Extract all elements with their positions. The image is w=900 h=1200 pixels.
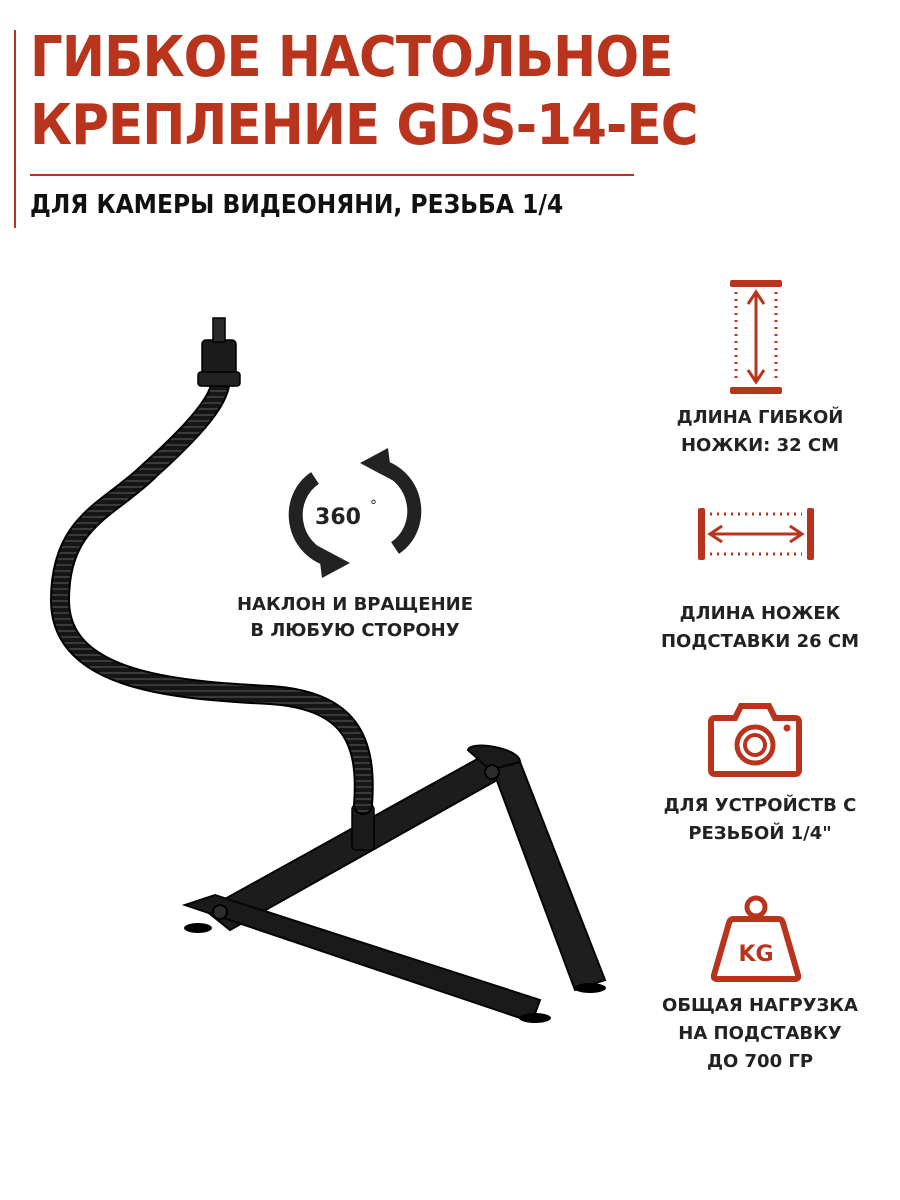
page-title	[30, 24, 698, 160]
feature-3-line-2: РЕЗЬБОЙ 1/4"	[688, 823, 832, 844]
rotation-caption-line-2: В ЛЮБУЮ СТОРОНУ	[250, 620, 460, 641]
feature-2-line-2: ПОДСТАВКИ 26 СМ	[660, 631, 860, 652]
feature-caption-load	[645, 992, 875, 1076]
rotation-degrees: 360	[315, 505, 361, 530]
product-image	[20, 300, 660, 1060]
title-line-1: ГИБКОЕ НАСТОЛЬНОЕ	[30, 25, 673, 90]
feature-4-line-3: ДО 700 ГР	[706, 1051, 814, 1072]
feature-1-line-2: НОЖКИ: 32 СМ	[680, 435, 840, 456]
feature-1-line-1: ДЛИНА ГИБКОЙ	[676, 407, 844, 428]
feature-caption-thread	[645, 792, 875, 848]
accent-bar	[14, 30, 16, 228]
feature-4-line-1: ОБЩАЯ НАГРУЗКА	[662, 995, 858, 1016]
vertical-length-icon	[728, 278, 784, 396]
rotate-360-icon	[280, 448, 430, 578]
feature-4-line-2: НА ПОДСТАВКУ	[678, 1023, 842, 1044]
camera-icon	[707, 700, 803, 778]
weight-icon	[710, 893, 802, 983]
title-divider	[30, 174, 634, 176]
degree-mark: °	[370, 498, 377, 514]
title-line-2: КРЕПЛЕНИЕ GDS-14-EC	[30, 93, 698, 158]
stand-base	[184, 746, 606, 1023]
feature-3-line-1: ДЛЯ УСТРОЙСТВ С	[663, 795, 857, 816]
feature-2-line-1: ДЛИНА НОЖЕК	[679, 603, 841, 624]
feature-caption-leg-length	[645, 600, 875, 656]
horizontal-length-icon	[696, 506, 816, 562]
rotation-caption	[220, 592, 490, 644]
weight-badge: KG	[738, 942, 774, 967]
page-subtitle: ДЛЯ КАМЕРЫ ВИДЕОНЯНИ, РЕЗЬБА 1/4	[30, 190, 564, 220]
feature-caption-gooseneck-length	[645, 404, 875, 460]
rotation-caption-line-1: НАКЛОН И ВРАЩЕНИЕ	[236, 594, 474, 615]
gooseneck	[60, 318, 374, 850]
